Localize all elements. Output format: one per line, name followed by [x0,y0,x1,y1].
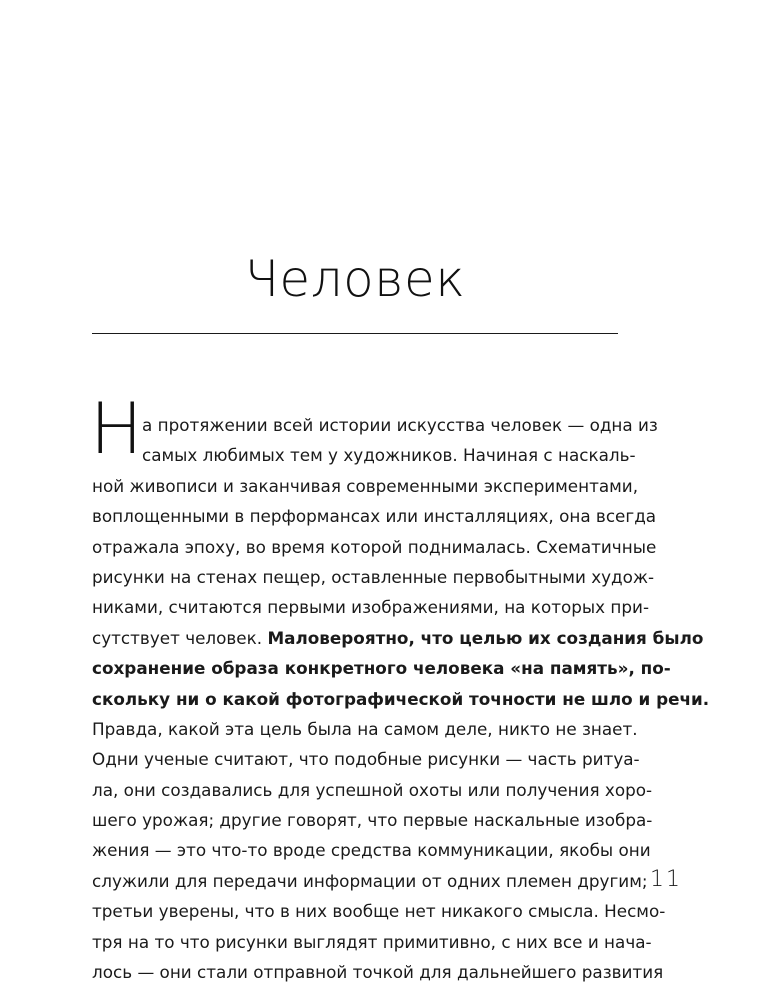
text-line: Правда, какой эта цель была на самом деле, никто не знает. [92,718,638,739]
text-line: ла, они создавались для успешной охоты или получения хоро- [92,779,653,800]
chapter-title: Человек [244,250,466,308]
text-line-mixed [92,623,704,653]
text-line: рисунки на стенах пещер, оставленные первобытными худож- [92,566,655,587]
emphasis-line: скольку ни о какой фотографической точности не шло и речи. [92,688,710,709]
text-line: ной живописи и заканчивая современными экспериментами, [92,475,639,496]
emphasis-text: Маловероятно, что целью их создания было [267,627,704,648]
text-line: а протяжении всей истории искусства человек — одна из [142,415,658,435]
text-line: третьи уверены, что в них вообще нет никакого смысла. Несмо- [92,901,666,922]
text-line: жения — это что-то вроде средства коммуникации, якобы они [92,840,651,861]
text-line: отражала эпоху, во время которой поднималась. Схематичные [92,536,657,557]
text-line: лось — они стали отправной точкой для дальнейшего развития [92,962,664,983]
text-line: воплощенными в перформансах или инсталляциях, она всегда [92,506,657,527]
emphasis-line: сохранение образа конкретного человека «на память», по- [92,658,671,679]
text-line: Одни ученые считают, что подобные рисунки — часть ритуа- [92,749,640,770]
title-divider [92,333,618,334]
text-line: самых любимых тем у художников. Начиная с наскаль- [142,445,636,466]
text-line: служили для передачи информации от одних племен другим; [92,870,648,891]
text-line: никами, считаются первыми изображениями, на которых при- [92,597,650,618]
drop-cap: Н [90,388,143,470]
text-line: тря на то что рисунки выглядят примитивно, с них все и нача- [92,931,652,952]
text-segment: сутствует человек. [92,627,263,648]
page-number: 11 [650,867,682,892]
text-line: шего урожая; другие говорят, что первые наскальные изобра- [92,810,653,831]
